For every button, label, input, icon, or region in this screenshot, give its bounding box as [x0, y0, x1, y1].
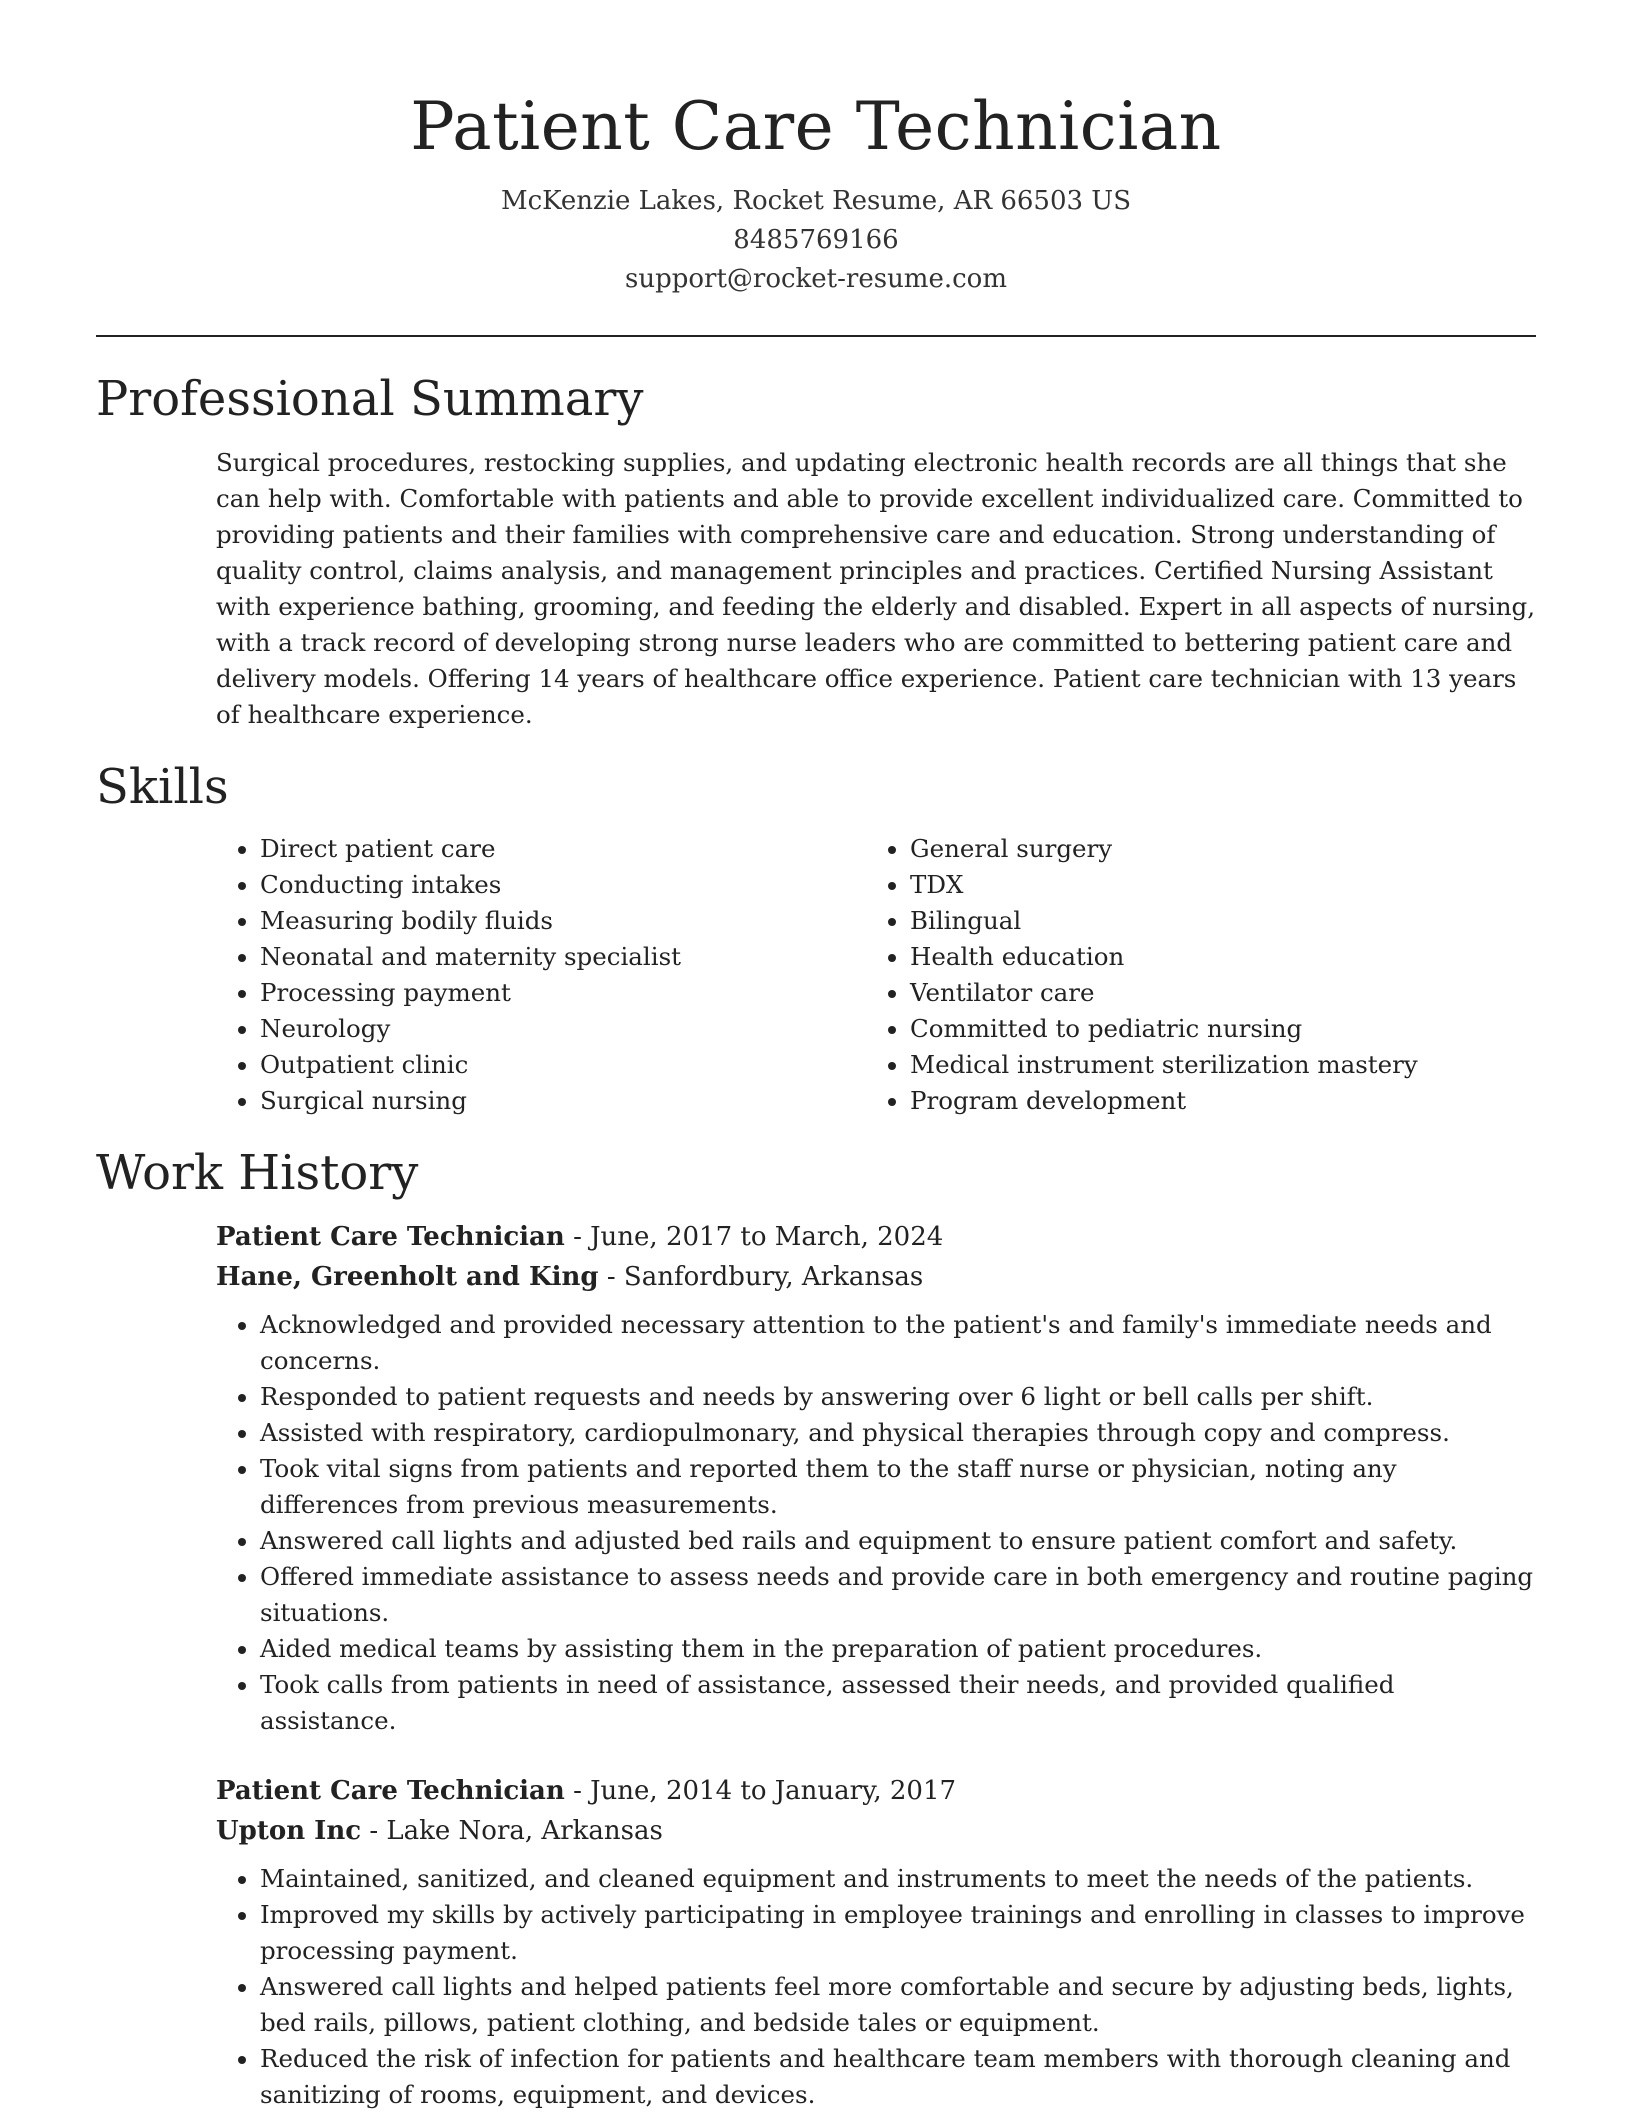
- skill-item: • Program development: [910, 1083, 1536, 1119]
- skill-item: • Bilingual: [910, 903, 1536, 939]
- skill-item: • TDX: [910, 867, 1536, 903]
- work-history-section: [96, 1141, 1536, 2113]
- contact-info: [96, 182, 1536, 299]
- skills-columns: [216, 831, 1536, 1119]
- skills-column-left: [216, 831, 866, 1119]
- job-title-line: [216, 1217, 1536, 1257]
- resume-header: [96, 0, 1536, 299]
- job-location: - Sanfordbury, Arkansas: [598, 1262, 924, 1292]
- skill-item: • Surgical nursing: [260, 1083, 866, 1119]
- job-duty: • Answered call lights and adjusted bed rails and equipment to ensure patient comfort and safety.: [260, 1523, 1536, 1559]
- job-employer-line: [216, 1257, 1536, 1297]
- skills-column-right: [866, 831, 1536, 1119]
- job-duty: • Answered call lights and helped patients feel more comfortable and secure by adjusting beds, lights, bed rails, pillows, patient clothing, and bedside tales or equipment.: [260, 1969, 1536, 2041]
- job-duty: • Maintained, sanitized, and cleaned equipment and instruments to meet the needs of the patients.: [260, 1861, 1536, 1897]
- skills-list-right: [866, 831, 1536, 1119]
- skill-item: • Outpatient clinic: [260, 1047, 866, 1083]
- address: McKenzie Lakes, Rocket Resume, AR 66503 US: [500, 186, 1132, 216]
- skill-item: • Medical instrument sterilization mastery: [910, 1047, 1536, 1083]
- job-entry: [216, 1771, 1536, 2113]
- section-title-skills: Skills: [96, 759, 229, 815]
- job-dates: - June, 2017 to March, 2024: [564, 1222, 944, 1252]
- job-duty: • Aided medical teams by assisting them in the preparation of patient procedures.: [260, 1631, 1536, 1667]
- section-title-summary: Professional Summary: [96, 371, 644, 427]
- job-duty: • Reduced the risk of infection for patients and healthcare team members with thorough cleaning and sanitizing of rooms, equipment, and devices.: [260, 2041, 1536, 2113]
- job-employer-line: [216, 1811, 1536, 1851]
- skill-item: • Conducting intakes: [260, 867, 866, 903]
- job-duty: • Responded to patient requests and needs by answering over 6 light or bell calls per shift.: [260, 1379, 1536, 1415]
- skill-item: • Committed to pediatric nursing: [910, 1011, 1536, 1047]
- job-dates: - June, 2014 to January, 2017: [564, 1776, 957, 1806]
- skill-item: • Processing payment: [260, 975, 866, 1011]
- job-title-line: [216, 1771, 1536, 1811]
- job-duty: • Took calls from patients in need of assistance, assessed their needs, and provided qualified assistance.: [260, 1667, 1536, 1739]
- job-location: - Lake Nora, Arkansas: [361, 1816, 663, 1846]
- job-role: Patient Care Technician: [216, 1222, 565, 1252]
- phone-number: 8485769166: [733, 225, 899, 255]
- skill-item: • Neurology: [260, 1011, 866, 1047]
- candidate-title: Patient Care Technician: [410, 88, 1222, 165]
- job-duties-list: [216, 1307, 1536, 1739]
- skill-item: • Measuring bodily fluids: [260, 903, 866, 939]
- skills-list-left: [216, 831, 866, 1119]
- job-employer: Hane, Greenholt and King: [216, 1262, 599, 1292]
- job-duty: • Improved my skills by actively participating in employee trainings and enrolling in classes to improve processing payment.: [260, 1897, 1536, 1969]
- job-duty: • Took vital signs from patients and reported them to the staff nurse or physician, noting any differences from previous measurements.: [260, 1451, 1536, 1523]
- summary-text: Surgical procedures, restocking supplies, and updating electronic health records are all things that she can help with. Comfortable with patients and able to provide excellent individualized care. Committed to providing patients and their families with comprehensive care and education. Strong understanding of quality control, claims analysis, and management principles and practices. Certified Nursing Assistant with experience bathing, grooming, and feeding the elderly and disabled. Expert in all aspects of nursing, with a track record of developing strong nurse leaders who are committed to bettering patient care and delivery models. Offering 14 years of healthcare office experience. Patient care technician with 13 years of healthcare experience.: [216, 448, 1535, 729]
- job-role: Patient Care Technician: [216, 1776, 565, 1806]
- skill-item: • Neonatal and maternity specialist: [260, 939, 866, 975]
- email-address: support@rocket-resume.com: [624, 264, 1007, 294]
- job-employer: Upton Inc: [216, 1816, 362, 1846]
- section-title-work-history: Work History: [96, 1145, 419, 1201]
- skill-item: • Ventilator care: [910, 975, 1536, 1011]
- job-duty: • Acknowledged and provided necessary attention to the patient's and family's immediate needs and concerns.: [260, 1307, 1536, 1379]
- job-duty: • Assisted with respiratory, cardiopulmonary, and physical therapies through copy and compress.: [260, 1415, 1536, 1451]
- job-entry: [216, 1217, 1536, 1739]
- skill-item: • General surgery: [910, 831, 1536, 867]
- job-duty: • Offered immediate assistance to assess needs and provide care in both emergency and routine paging situations.: [260, 1559, 1536, 1631]
- professional-summary-section: [96, 367, 1536, 733]
- skill-item: • Health education: [910, 939, 1536, 975]
- skill-item: • Direct patient care: [260, 831, 866, 867]
- skills-section: [96, 755, 1536, 1119]
- job-duties-list: [216, 1861, 1536, 2113]
- header-divider: [96, 335, 1536, 337]
